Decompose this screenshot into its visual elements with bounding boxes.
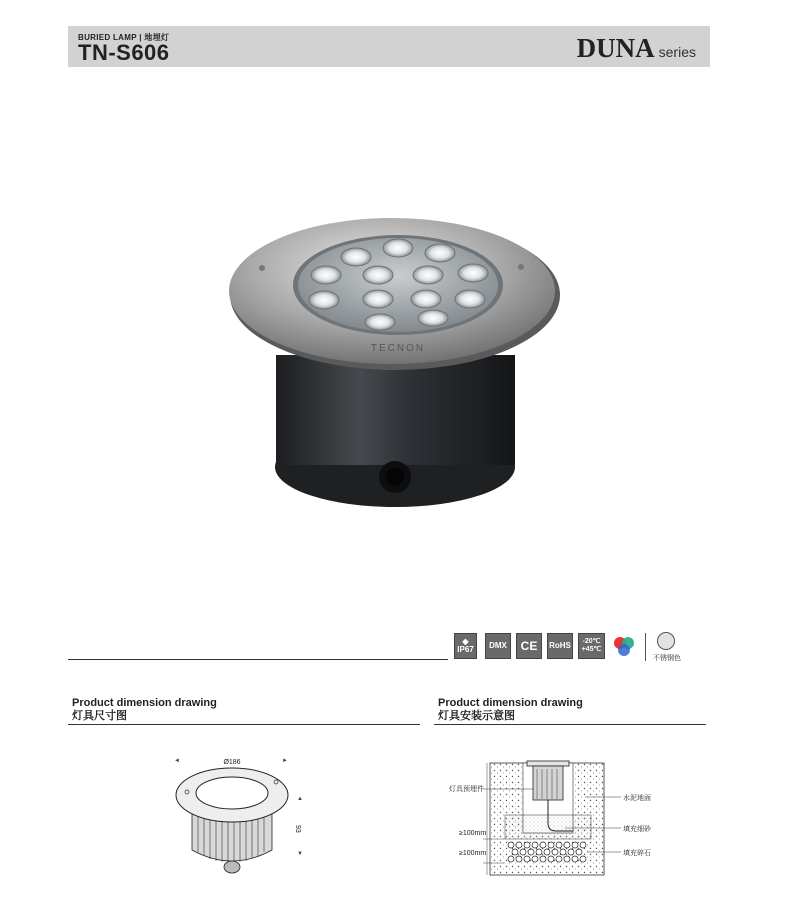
series-name: DUNA xyxy=(576,33,655,63)
dimension-title-en: Product dimension drawing xyxy=(72,697,217,709)
rgb-color-icon xyxy=(611,634,637,660)
finish-swatch xyxy=(657,632,675,650)
dmx-label: DMX xyxy=(489,641,507,650)
brand-text: TECNON xyxy=(370,343,426,354)
temperature-icon xyxy=(578,633,605,659)
rohs-icon xyxy=(547,633,573,659)
icon-divider xyxy=(645,633,646,661)
temp-max-label: +45℃ xyxy=(581,646,602,653)
diameter-label: Ø186 xyxy=(223,759,241,766)
sand-label: 填充细砂 xyxy=(623,826,651,833)
embed-label: 灯具预埋件 xyxy=(449,786,484,793)
depth-label-1: ≥100mm xyxy=(459,830,487,837)
dimension-section-title xyxy=(72,697,217,723)
ip67-label: IP67 xyxy=(457,645,474,654)
dimension-title-cn: 灯具尺寸图 xyxy=(72,710,127,722)
finish-label: 不锈钢色 xyxy=(653,655,681,662)
rohs-label: RoHS xyxy=(549,641,571,650)
dimension-section-rule xyxy=(68,724,420,725)
gravel-label: 填充碎石 xyxy=(623,850,651,857)
svg-text:▲: ▲ xyxy=(297,796,303,802)
divider-line xyxy=(68,659,448,660)
install-drawing xyxy=(445,757,685,882)
dmx-icon xyxy=(485,633,511,659)
depth-label-2: ≥100mm xyxy=(459,850,487,857)
temp-min-label: -20℃ xyxy=(582,638,601,645)
cement-label: 水泥地面 xyxy=(623,795,651,802)
svg-text:▼: ▼ xyxy=(297,851,303,857)
series-word: series xyxy=(658,44,696,60)
model-number: TN-S606 xyxy=(78,40,170,65)
ip67-icon: ◆ IP67 xyxy=(454,633,477,659)
svg-text:◄: ◄ xyxy=(174,758,180,764)
header-bar xyxy=(68,26,710,67)
ce-icon xyxy=(516,633,542,659)
install-section-title xyxy=(438,697,583,723)
install-section-rule xyxy=(434,724,706,725)
install-title-cn: 灯具安装示意图 xyxy=(438,710,515,722)
svg-text:►: ► xyxy=(282,758,288,764)
height-label: 93 xyxy=(294,825,301,833)
ce-label: CE xyxy=(520,639,538,653)
dimension-drawing xyxy=(160,750,320,885)
series-title xyxy=(577,33,696,64)
install-title-en: Product dimension drawing xyxy=(438,697,583,709)
product-category: BURIED LAMP | 地埋灯 xyxy=(78,33,170,42)
product-photo xyxy=(228,205,563,510)
